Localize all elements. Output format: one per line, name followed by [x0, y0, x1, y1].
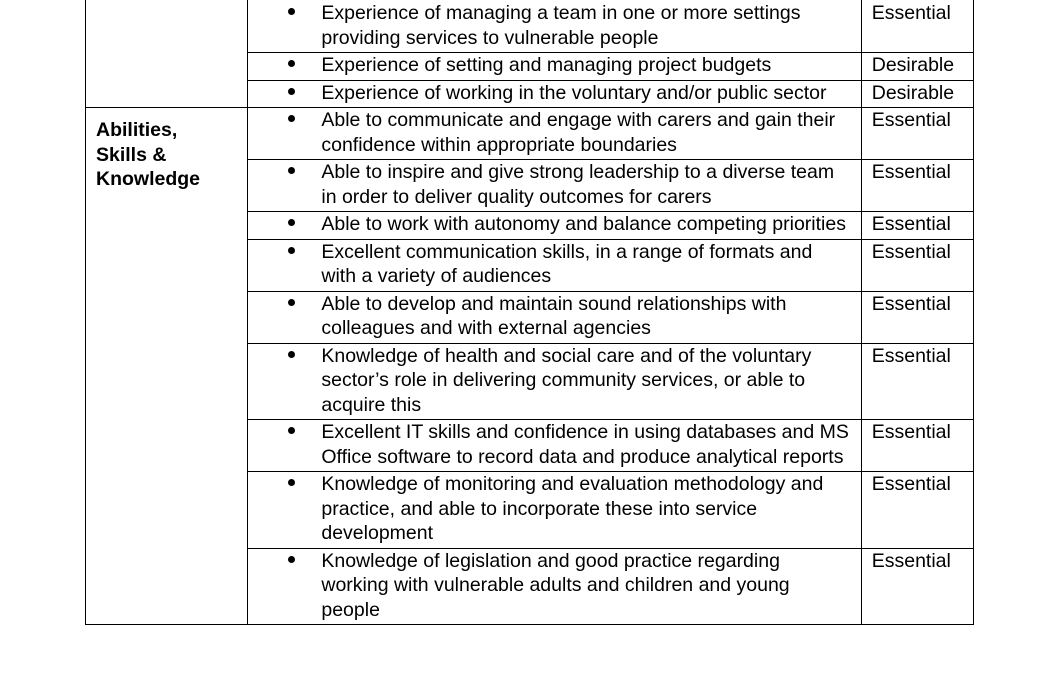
criterion-cell	[248, 160, 861, 212]
criterion-text: Able to develop and maintain sound relationships with colleagues and with external agencies	[321, 292, 787, 339]
criterion-text: Able to inspire and give strong leadership to a diverse team in order to deliver quality outcomes for carers	[321, 161, 835, 208]
requirement-label: Essential	[871, 161, 951, 183]
bullet-icon	[288, 219, 295, 226]
bullet-icon	[288, 351, 295, 358]
criterion-cell	[248, 239, 861, 291]
criterion-cell	[248, 343, 861, 420]
requirement-label: Essential	[871, 344, 951, 367]
requirement-cell	[861, 80, 973, 108]
criterion-text: Knowledge of health and social care and of the voluntary sector’s role in delivering community services, or able to acquire this	[321, 344, 812, 416]
table-row	[86, 0, 974, 53]
requirement-label: Essential	[871, 213, 951, 235]
criterion-cell	[248, 472, 861, 549]
requirement-cell	[861, 108, 973, 160]
criterion-cell	[248, 108, 861, 160]
table-row	[86, 108, 974, 160]
criterion-text: Able to work with autonomy and balance competing priorities	[321, 213, 846, 235]
category-label-line: Skills &	[96, 143, 167, 166]
category-label-line: Abilities,	[96, 119, 178, 141]
requirement-cell	[861, 212, 973, 240]
criterion-cell	[248, 548, 861, 625]
requirement-cell	[861, 53, 973, 81]
bullet-icon	[288, 115, 295, 122]
requirement-cell	[861, 160, 973, 212]
criterion-text: Excellent communication skills, in a range of formats and with a variety of audiences	[321, 240, 813, 287]
requirement-label: Essential	[871, 549, 951, 572]
bullet-icon	[288, 8, 295, 15]
criterion-cell	[248, 80, 861, 108]
requirement-label: Essential	[871, 109, 951, 131]
requirement-cell	[861, 291, 973, 343]
bullet-icon	[288, 167, 295, 174]
category-cell-abilities	[86, 108, 248, 625]
requirement-label: Essential	[871, 473, 951, 495]
category-label-line: Knowledge	[96, 168, 201, 190]
requirement-cell	[861, 548, 973, 625]
requirement-cell	[861, 420, 973, 472]
requirement-cell	[861, 239, 973, 291]
criterion-text: Able to communicate and engage with carers and gain their confidence within appropriate boundaries	[321, 109, 836, 156]
requirement-label: Desirable	[871, 81, 955, 104]
requirement-label: Essential	[871, 421, 951, 443]
criterion-text: Experience of managing a team in one or more settings providing services to vulnerable people	[321, 2, 801, 49]
requirement-label: Desirable	[871, 54, 955, 76]
criterion-text: Knowledge of legislation and good practice regarding working with vulnerable adults and children and young people	[321, 549, 790, 621]
bullet-icon	[288, 299, 295, 306]
requirement-label: Essential	[871, 240, 951, 263]
bullet-icon	[288, 60, 295, 67]
criterion-cell	[248, 53, 861, 81]
requirement-cell	[861, 472, 973, 549]
criterion-cell	[248, 291, 861, 343]
criterion-text: Experience of setting and managing project budgets	[321, 54, 772, 76]
requirement-cell	[861, 0, 973, 53]
bullet-icon	[288, 427, 295, 434]
requirement-label: Essential	[871, 2, 951, 24]
criterion-text: Excellent IT skills and confidence in using databases and MS Office software to record data and produce analytical reports	[321, 421, 849, 468]
criterion-cell	[248, 212, 861, 240]
requirement-cell	[861, 343, 973, 420]
bullet-icon	[288, 247, 295, 254]
criterion-cell	[248, 0, 861, 53]
bullet-icon	[288, 556, 295, 563]
criterion-text: Knowledge of monitoring and evaluation methodology and practice, and able to incorporate these into service development	[321, 473, 824, 544]
criterion-text: Experience of working in the voluntary and/or public sector	[321, 81, 827, 104]
category-cell-experience	[86, 0, 248, 108]
person-specification-table	[85, 0, 974, 625]
bullet-icon	[288, 479, 295, 486]
requirement-label: Essential	[871, 292, 951, 315]
bullet-icon	[288, 88, 295, 95]
criterion-cell	[248, 420, 861, 472]
